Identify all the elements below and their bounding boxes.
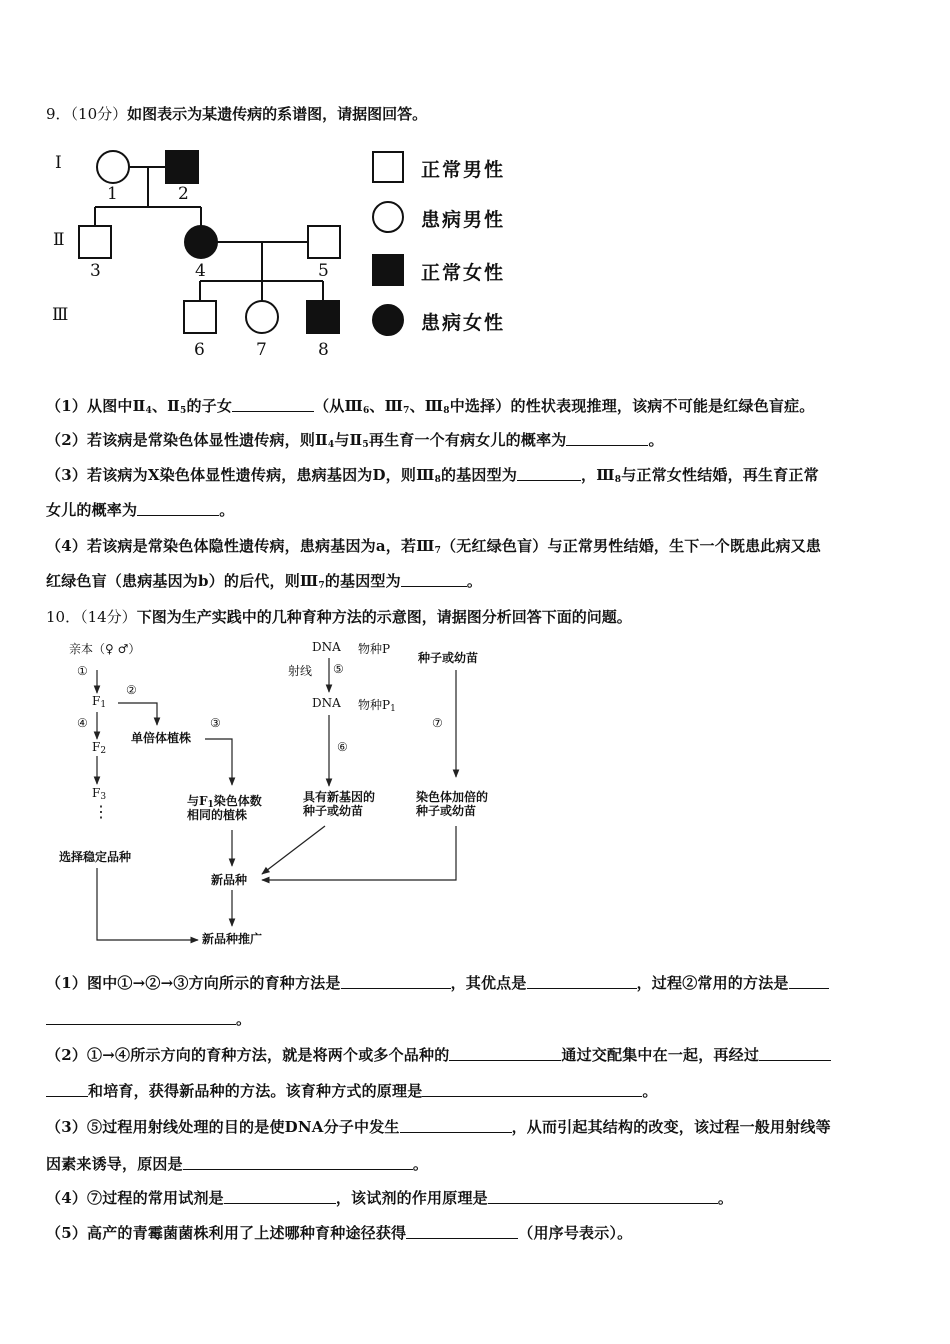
q9-p4-text-e: 。 bbox=[466, 572, 483, 590]
q9-p2-sub-5: 5 bbox=[362, 440, 369, 450]
label-f3 bbox=[92, 786, 106, 802]
q10-intro: 下图为生产实践中的几种育种方法的示意图，请据图分析回答下面的问题。 bbox=[136, 608, 632, 626]
q10-p2-select-blank-b[interactable] bbox=[46, 1083, 88, 1097]
q10-p3-text-a: （3）⑤过程用射线处理的目的是使DNA分子中发生 bbox=[46, 1118, 400, 1136]
q10-p1-text-c: ，过程②常用的方法是 bbox=[636, 974, 789, 992]
label-same-b: 染色体数 bbox=[213, 794, 262, 808]
q9-p1-text-c: 的子女 bbox=[186, 397, 233, 415]
label-species-p: 物种P bbox=[358, 642, 391, 656]
legend-label-normal-female: 正常女性 bbox=[421, 262, 506, 284]
label-new-gene-line2: 种子或幼苗 bbox=[303, 804, 364, 818]
label-continuation-dots: ⋮ bbox=[93, 802, 109, 821]
label-step-6: ⑥ bbox=[337, 740, 348, 754]
generation-label-2: Ⅱ bbox=[53, 230, 65, 250]
q9-p1-text-g: 中选择）的性状表现推理，该病不可能是红绿色盲症。 bbox=[449, 397, 815, 415]
q10-p2-principle-blank[interactable] bbox=[422, 1083, 642, 1097]
q10-p1-process-blank-a[interactable] bbox=[789, 975, 829, 989]
label-doubled-line2: 种子或幼苗 bbox=[416, 804, 477, 818]
q9-p1-sub-4: 4 bbox=[145, 406, 152, 416]
q9-p4-text-d: 的基因型为 bbox=[324, 572, 401, 590]
q10-part1-line2 bbox=[46, 1008, 251, 1029]
label-step-1: ① bbox=[77, 664, 88, 678]
q9-p1-sub-8: 8 bbox=[443, 406, 450, 416]
ped-number-4: 4 bbox=[195, 261, 206, 281]
label-species-p1 bbox=[358, 696, 396, 714]
label-species-p1-letter: 物种P bbox=[358, 698, 391, 712]
q10-score: （14分） bbox=[80, 608, 137, 626]
label-f1-sub: 1 bbox=[100, 700, 107, 710]
q9-p2-text-c: 再生育一个有病女儿的概率为 bbox=[368, 431, 567, 449]
q9-score: （10分） bbox=[70, 105, 128, 123]
q9-number: 9． bbox=[46, 105, 71, 123]
q9-p3-sub-8b: 8 bbox=[614, 475, 622, 485]
legend-label-normal-male: 正常男性 bbox=[421, 159, 506, 181]
label-parents: 亲本（♀ ♂） bbox=[69, 642, 141, 656]
q10-p1-process-blank-b[interactable] bbox=[46, 1011, 236, 1025]
q9-p1-text-d: （从Ⅲ bbox=[314, 397, 363, 415]
label-f1 bbox=[92, 694, 106, 710]
label-f2-letter: F bbox=[92, 740, 101, 754]
ped-number-7: 7 bbox=[256, 340, 267, 360]
q9-p1-text-b: 、Ⅱ bbox=[151, 397, 180, 415]
q10-part1-line1 bbox=[46, 972, 829, 993]
q9-p1-text-e: 、Ⅲ bbox=[369, 397, 404, 415]
q9-p1-sub-7: 7 bbox=[403, 406, 410, 416]
label-f3-sub: 3 bbox=[100, 792, 107, 802]
q9-p2-text-a: （2）若该病是常染色体显性遗传病，则Ⅱ bbox=[46, 431, 328, 449]
q10-part4 bbox=[46, 1187, 733, 1208]
q10-part2-line2 bbox=[46, 1080, 658, 1101]
q10-p4-text-b: ，该试剂的作用原理是 bbox=[335, 1189, 488, 1207]
arrow-newgene-newvariety bbox=[262, 826, 325, 874]
q10-p4-reagent-blank[interactable] bbox=[224, 1190, 336, 1204]
q9-p4-text-b: （无红绿色盲）与正常男性结婚，生下一个既患此病又患 bbox=[441, 537, 822, 555]
q10-part3-line1 bbox=[46, 1116, 831, 1137]
label-step-2: ② bbox=[126, 683, 137, 697]
label-step-7: ⑦ bbox=[432, 716, 443, 730]
label-new-variety: 新品种 bbox=[211, 873, 248, 887]
q9-p1-text-f: 、Ⅲ bbox=[409, 397, 444, 415]
q9-p1-sub-6: 6 bbox=[362, 406, 370, 416]
q9-p1-sub-5: 5 bbox=[180, 406, 187, 416]
arrow-select-promotion bbox=[97, 868, 198, 940]
arrow-haploid-same bbox=[205, 739, 232, 785]
q10-p1-advantage-blank[interactable] bbox=[527, 975, 637, 989]
q10-p4-text-c: 。 bbox=[717, 1189, 734, 1207]
label-same-chromosome-line2: 相同的植株 bbox=[187, 808, 248, 822]
label-step-5: ⑤ bbox=[333, 662, 344, 676]
label-f2-sub: 2 bbox=[100, 746, 107, 756]
legend-label-affected-female: 患病女性 bbox=[421, 312, 506, 334]
ped-number-1: 1 bbox=[107, 184, 118, 204]
label-step-4: ④ bbox=[77, 716, 88, 730]
q9-p3-text-e: 女儿的概率为 bbox=[46, 501, 138, 519]
label-f2 bbox=[92, 740, 106, 756]
q10-p3-text-c: 因素来诱导，原因是 bbox=[46, 1155, 183, 1173]
q9-p3-text-c: ，Ⅲ bbox=[581, 466, 615, 484]
ped-number-5: 5 bbox=[318, 261, 329, 281]
q9-p3-text-f: 。 bbox=[219, 501, 235, 519]
q10-part2-line1 bbox=[46, 1044, 831, 1065]
q10-p1-text-a: （1）图中①→②→③方向所示的育种方法是 bbox=[46, 974, 341, 992]
q10-p1-method-blank[interactable] bbox=[341, 975, 451, 989]
q10-p2-select-blank-a[interactable] bbox=[759, 1047, 831, 1061]
q10-p5-text-a: （5）高产的青霉菌菌株利用了上述哪种育种途径获得 bbox=[46, 1224, 407, 1242]
q9-p4-text-a: （4）若该病是常染色体隐性遗传病，患病基因为a，若Ⅲ bbox=[46, 537, 435, 555]
q10-p2-trait-blank[interactable] bbox=[449, 1047, 561, 1061]
q9-p4-sub-7: 7 bbox=[434, 546, 442, 556]
label-f1-letter: F bbox=[92, 694, 101, 708]
label-select-stable: 选择稳定品种 bbox=[59, 850, 132, 864]
generation-label-1: Ⅰ bbox=[55, 153, 62, 173]
q10-p4-text-a: （4）⑦过程的常用试剂是 bbox=[46, 1189, 224, 1207]
label-dna-1: DNA bbox=[312, 640, 341, 654]
label-step-3: ③ bbox=[210, 716, 221, 730]
q10-p1-text-b: ，其优点是 bbox=[450, 974, 527, 992]
label-doubled-line1: 染色体加倍的 bbox=[416, 790, 489, 804]
label-same-a: 与F bbox=[187, 794, 208, 808]
label-f3-letter: F bbox=[92, 786, 101, 800]
q9-intro: 如图表示为某遗传病的系谱图，请据图回答。 bbox=[127, 105, 428, 123]
q9-p4-text-c: 红绿色盲（患病基因为b）的后代，则Ⅲ bbox=[46, 572, 319, 590]
q9-p2-text-b: 与Ⅱ bbox=[334, 431, 363, 449]
q10-p5-text-b: （用序号表示）。 bbox=[518, 1224, 633, 1242]
q10-p4-principle-blank[interactable] bbox=[488, 1190, 718, 1204]
q10-p1-text-d: 。 bbox=[236, 1010, 252, 1028]
q10-p3-text-d: 。 bbox=[412, 1155, 429, 1173]
label-variety-promotion: 新品种推广 bbox=[202, 932, 263, 946]
ped-number-3: 3 bbox=[90, 261, 101, 281]
q9-p2-text-d: 。 bbox=[648, 431, 664, 449]
q9-p3-text-b: 的基因型为 bbox=[441, 466, 518, 484]
arrow-f1-haploid bbox=[118, 703, 157, 725]
q10-p2-text-a: （2）①→④所示方向的育种方法，就是将两个或多个品种的 bbox=[46, 1046, 450, 1064]
generation-label-3: Ⅲ bbox=[52, 305, 69, 325]
label-dna-2: DNA bbox=[312, 696, 341, 710]
label-radiation: 射线 bbox=[288, 664, 313, 678]
q10-p5-answer-blank[interactable] bbox=[406, 1225, 518, 1239]
label-same-sub: 1 bbox=[207, 800, 214, 810]
label-seed-seedling: 种子或幼苗 bbox=[418, 651, 479, 665]
q10-p3-reason-blank[interactable] bbox=[183, 1156, 413, 1170]
q10-number: 10． bbox=[46, 608, 81, 626]
label-haploid-plant: 单倍体植株 bbox=[131, 731, 192, 745]
ped-number-8: 8 bbox=[318, 340, 329, 360]
q9-p4-sub-7b: 7 bbox=[318, 581, 325, 591]
label-species-p1-sub: 1 bbox=[390, 704, 396, 714]
q10-part5 bbox=[46, 1222, 632, 1243]
ped-number-6: 6 bbox=[194, 340, 205, 360]
q10-p2-text-b: 通过交配集中在一起，再经过 bbox=[561, 1046, 760, 1064]
q9-p3-text-d: 与正常女性结婚，再生育正常 bbox=[621, 466, 819, 484]
q9-p2-sub-4: 4 bbox=[327, 440, 335, 450]
q10-p2-text-d: 。 bbox=[642, 1082, 658, 1100]
q10-p3-text-b: ，从而引起其结构的改变，该过程一般用射线等 bbox=[511, 1118, 831, 1136]
q9-p3-text-a: （3）若该病为X染色体显性遗传病，患病基因为D，则Ⅲ bbox=[46, 466, 435, 484]
q9-p3-sub-8: 8 bbox=[434, 475, 442, 485]
arrow-doubled-newvariety bbox=[262, 826, 456, 880]
q9-p1-text-a: （1）从图中Ⅱ bbox=[46, 397, 146, 415]
q10-p3-mutation-blank[interactable] bbox=[400, 1119, 512, 1133]
q10-p2-text-c: 和培育，获得新品种的方法。该育种方式的原理是 bbox=[88, 1082, 423, 1100]
legend-label-affected-male: 患病男性 bbox=[421, 209, 506, 231]
ped-number-2: 2 bbox=[178, 184, 189, 204]
q10-part3-line2 bbox=[46, 1153, 428, 1174]
label-new-gene-line1: 具有新基因的 bbox=[303, 790, 376, 804]
